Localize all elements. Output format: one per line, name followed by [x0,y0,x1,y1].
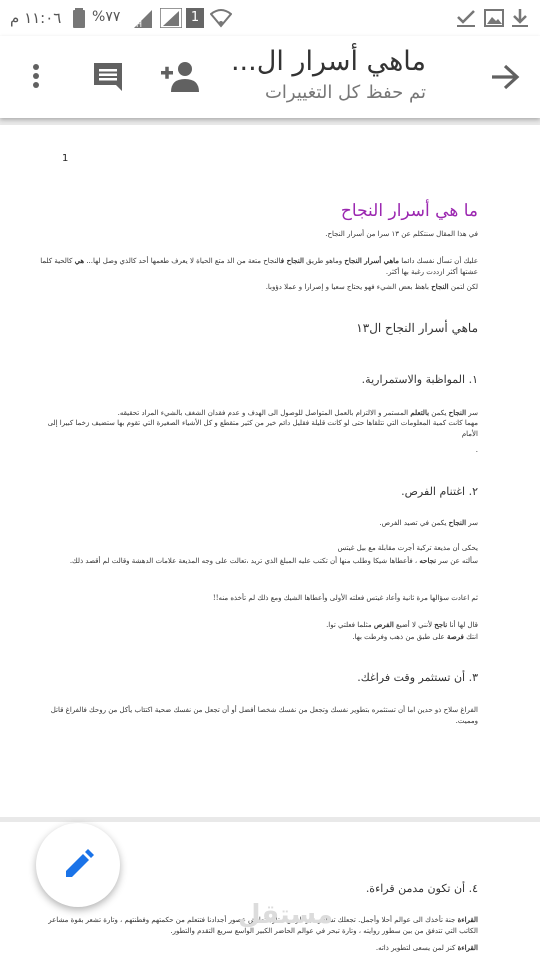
paragraph: القراءة جنة تأخذك الى عوالم أحلا وأجمل. تجعلك تسافر عبر الزمن ، تارة تعايش عصور أجدادنا فتتعلم من حكمتهم وفطنتهم ، وتارة تشعر بقوة مشاعر الكاتب التي تتدفق من بين سطور روايته ، وتارة تبحر في عوالم الحاضر الكبير الواسع سريع التقدم والتطور. [48,915,478,935]
signal-icon [134,8,156,32]
intro-paragraph: في هذا المقال سنتكلم عن ١٣ سرا من أسرار النجاح. [325,230,478,238]
paragraph: مهما كانت كمية المعلومات التي تتلقاها حتى لو كانت قليلة فقليل دائم خير من كثير متقطع و كل الأشياء الصغيرة التي تقوم بها ستضيف زخما كبيرا إلى الأمام [47,419,478,438]
wifi-icon [210,8,232,32]
battery-icon [73,8,85,32]
paragraph: انتك فرصة على طبق من ذهب وفرطت بها. [352,632,478,641]
list-heading: ٤. أن تكون مدمن قراءة. [365,882,478,895]
download-icon [510,8,530,32]
paragraph: عليك أن تسأل نفسك دائما ماهي أسرار النجاح وماهو طريق النجاح فالنجاح متعة من الذ متع الحياة لا يعرف طعمها أحد كالذي وصل لها... هي كالحية كلما عشتها أكثر ازددت رغبة بها أكثر. [40,256,478,276]
back-arrow-icon[interactable] [490,64,520,94]
list-heading: ١. المواظبة والاستمرارية. [361,373,478,386]
paragraph: لكن لتمن النجاح باهظ بعض الشيء فهو يحتاج سعيا و إصرارا و عملا دؤوبا. [265,282,478,291]
save-status: تم حفظ كل التغييرات [264,82,426,103]
watermark-logo: مستقل [238,900,334,930]
status-bar [0,0,540,36]
paragraph: الفراغ سلاح ذو حدين اما أن تستثمره بتطوير نفسك وتجعل من نفسك شخصا أفضل أو أن تجعل من نفسك ضحية اكتئاب يأكل من روحك فالفراغ قاتل ومميت. [50,706,478,725]
paragraph: سر النجاح يكمن في تصيد الفرص. [379,518,478,527]
signal-icon-2 [160,8,182,32]
document-page[interactable] [0,125,540,817]
list-heading: ٢. اغتنام الفرص. [401,485,478,498]
document-title[interactable]: ماهي أسرار ال... [230,46,426,77]
paragraph: ثم اعادت سؤالها مرة ثانية وأعاد غيتس فعلته الأولى وأعطاها الشيك ومع ذلك لم تأخذه منه!! [212,594,478,602]
edit-pencil-icon [62,849,94,885]
comment-icon[interactable] [92,61,124,97]
image-icon [484,8,504,32]
paragraph: سر النجاح يكمن بالتعلم المستمر و الالتزام بالعمل المتواصل للوصول الى الهدف و عدم فقدان الشغف بالشيء المراد تحقيقه. [117,408,478,417]
paragraph: القراءة كنز لمن يسعى لتطوير ذاته. [375,943,478,952]
add-person-icon[interactable] [160,60,200,98]
more-vertical-icon[interactable] [24,62,48,94]
status-time: ١١:٠٦ م [10,9,62,27]
check-icon [455,8,477,32]
document-heading: ما هي أسرار النجاح [340,201,478,221]
svg-text:H: H [136,20,143,28]
edit-button[interactable] [36,823,120,907]
paragraph: يحكى أن مذيعة تركية أجرت مقابلة مع بيل غيتس [337,544,478,552]
section-heading: ماهي أسرار النجاح ال١٣ [356,321,478,335]
app-bar [0,36,540,118]
sim-badge: 1 [186,8,204,28]
list-heading: ٣. أن تستثمر وقت فراغك. [357,671,478,684]
page-number: 1 [62,153,69,164]
paragraph: قال لها أنا ناجح لأنني لا أضيع الفرص مثلما فعلتي توا. [326,620,478,629]
battery-percent: %٧٧ [92,9,121,25]
paragraph: سألته عن سر نجاحه ، فأعطاها شيكا وطلب منها أن تكتب عليه المبلغ الذي تريد ،تعالت على وجه المذيعة علامات الدهشة وقالت لم أقصد ذلك. [69,556,478,565]
paragraph: . [475,446,478,454]
